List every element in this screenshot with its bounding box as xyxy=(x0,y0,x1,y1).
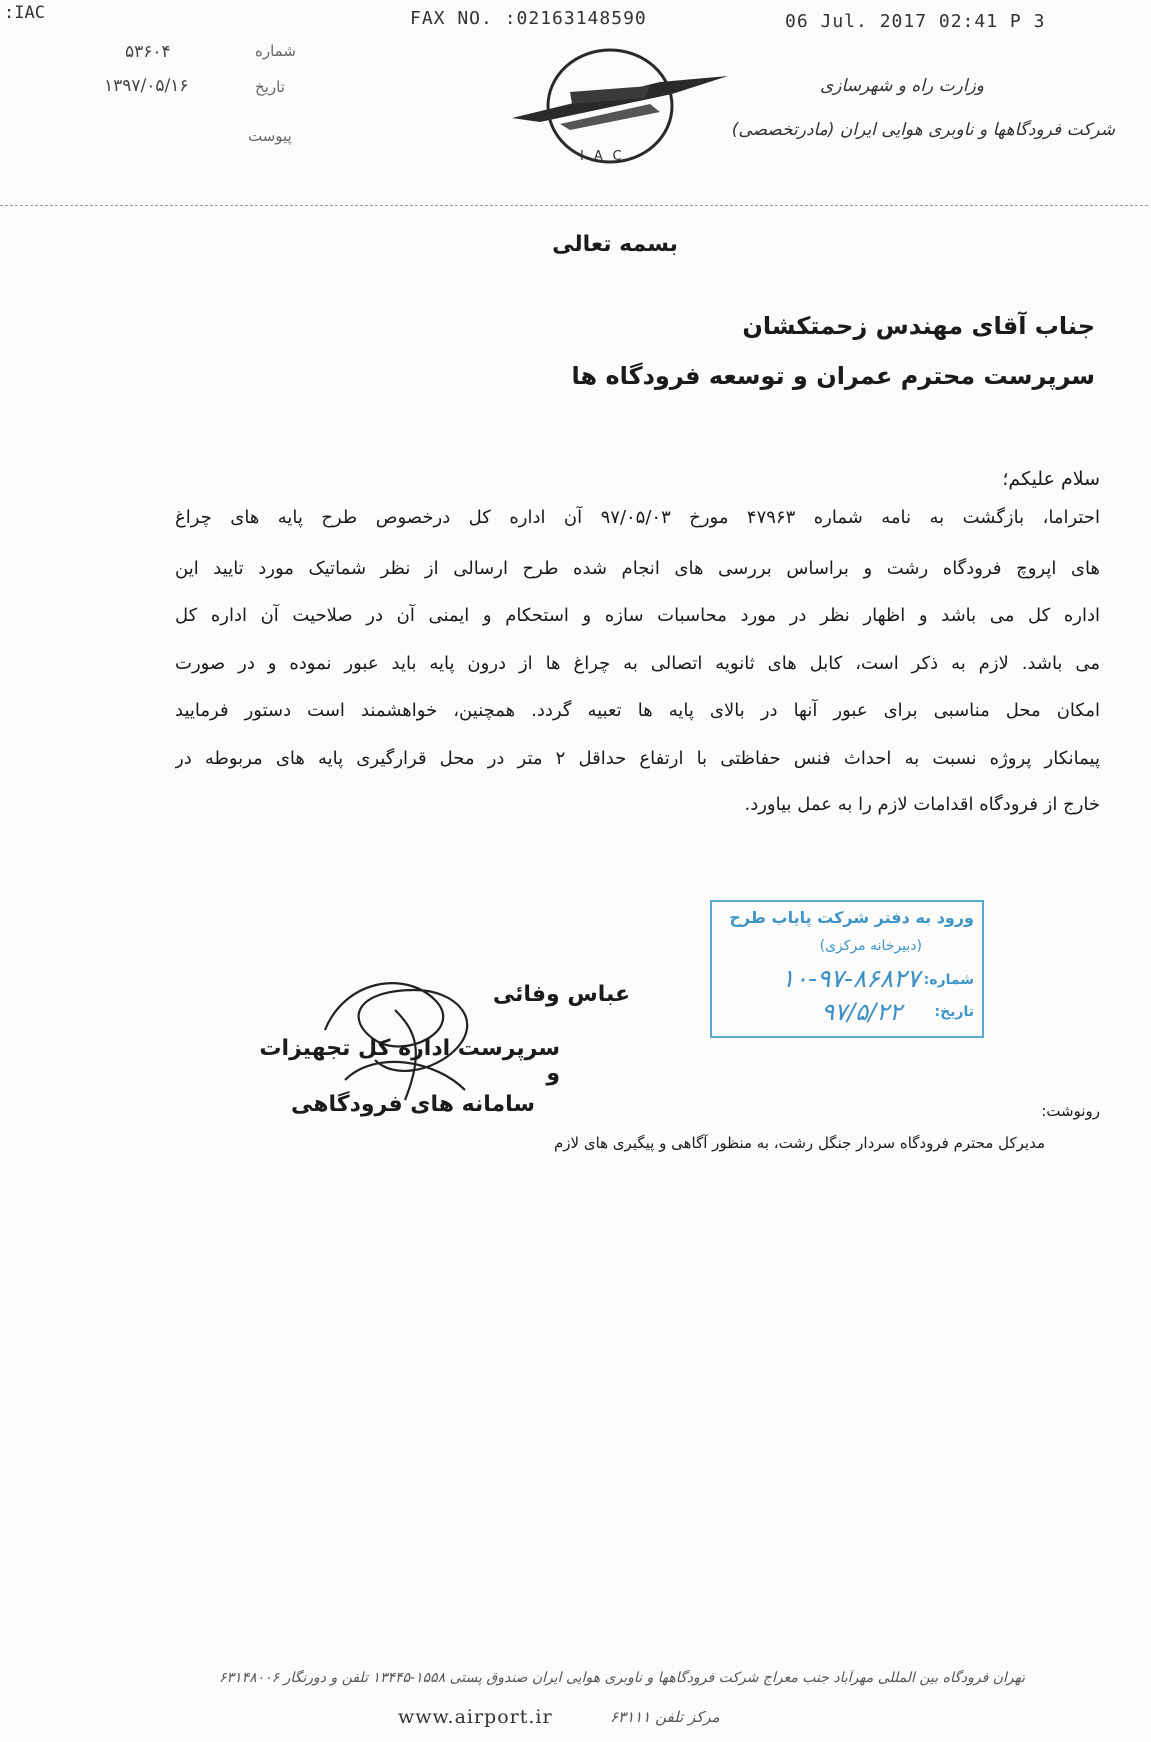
cc-label: رونوشت: xyxy=(1041,1102,1100,1120)
cc-text: مدیرکل محترم فرودگاه سردار جنگل رشت، به منظور آگاهی و پیگیری های لازم xyxy=(553,1134,1045,1152)
logo-lettering: IAC xyxy=(580,149,632,164)
footer-website: www.airport.ir xyxy=(398,1706,553,1728)
body-line: های اپروچ فرودگاه رشت و براساس بررسی های انجام شده طرح ارسالی از نظر شماتیک مورد تایید این xyxy=(175,558,1100,579)
stamp-number-label: شماره: xyxy=(923,972,974,988)
reference-date: ۱۳۹۷/۰۵/۱۶ xyxy=(104,76,189,96)
body-line: احتراما، بازگشت به نامه شماره ۴۷۹۶۳ مورخ ۹۷/۰۵/۰۳ آن اداره کل درخصوص طرح پایه های چراغ xyxy=(175,507,1100,528)
fax-sender-id: :IAC xyxy=(4,3,45,23)
body-line: خارج از فرودگاه اقدامات لازم را به عمل بیاورد. xyxy=(744,794,1100,815)
footer-telephone: مرکز تلفن ۶۳۱۱۱ xyxy=(610,1708,720,1726)
invocation: بسمه تعالی xyxy=(552,232,678,257)
received-stamp xyxy=(710,900,984,1038)
signatory-title-line2: سامانه های فرودگاهی xyxy=(291,1092,535,1117)
greeting: سلام علیکم؛ xyxy=(1002,468,1100,490)
fax-number: FAX NO. :02163148590 xyxy=(410,8,647,29)
stamp-date-value: ۹۷/۵/۲۲ xyxy=(821,998,902,1026)
reference-attachment-label: پیوست xyxy=(248,127,292,145)
reference-date-label: تاریخ xyxy=(255,78,285,96)
stamp-date-label: تاریخ: xyxy=(934,1004,974,1020)
signatory-title-line1: سرپرست اداره کل تجهیزات و xyxy=(259,1036,560,1086)
header-divider xyxy=(0,205,1148,206)
addressee-name: جناب آقای مهندس زحمتکشان xyxy=(742,312,1095,340)
body-line: امکان محل مناسبی برای عبور آنها در بالای پایه ها تعبیه گردد. همچنین، خواهشمند است دستور فرمایید xyxy=(175,700,1100,721)
body-line: اداره کل می باشد و اظهار نظر در مورد محاسبات سازه و استحکام و ایمنی آن در صلاحیت آن اداره کل xyxy=(175,605,1100,626)
stamp-subtitle: (دبیرخانه مرکزی) xyxy=(819,938,922,954)
company-name: شرکت فرودگاهها و ناوبری هوایی ایران (مادرتخصصی) xyxy=(731,120,1115,140)
addressee-title: سرپرست محترم عمران و توسعه فرودگاه ها xyxy=(571,362,1095,390)
stamp-title: ورود به دفتر شرکت پایاب طرح xyxy=(729,908,974,927)
signatory-name: عباس وفائی xyxy=(492,982,630,1007)
reference-number-label: شماره xyxy=(255,42,296,60)
body-line: پیمانکار پروژه نسبت به احداث فنس حفاظتی با ارتفاع حداقل ۲ متر در محل قرارگیری پایه های مربوطه در xyxy=(175,748,1100,769)
footer-address: تهران فرودگاه بین المللی مهرآباد جنب معراج شرکت فرودگاهها و ناوبری هوایی ایران صندوق پستی ۱۵۵۸-۱۳۴۴۵ تلفن و دورنگار ۶۳۱۴۸۰۰۶ xyxy=(219,1670,1025,1686)
stamp-number-value: ۱۰-۹۷-۸۶۸۲۷ xyxy=(781,964,920,993)
ministry-name: وزارت راه و شهرسازی xyxy=(820,76,985,96)
iac-logo xyxy=(500,38,740,168)
body-line: می باشد. لازم به ذکر است، کابل های ثانویه اتصالی به چراغ ها از درون پایه باید عبور نموده و در صورت xyxy=(175,653,1100,674)
reference-number: ۵۳۶۰۴ xyxy=(125,42,171,62)
fax-datetime-page: 06 Jul. 2017 02:41 P 3 xyxy=(785,11,1046,32)
